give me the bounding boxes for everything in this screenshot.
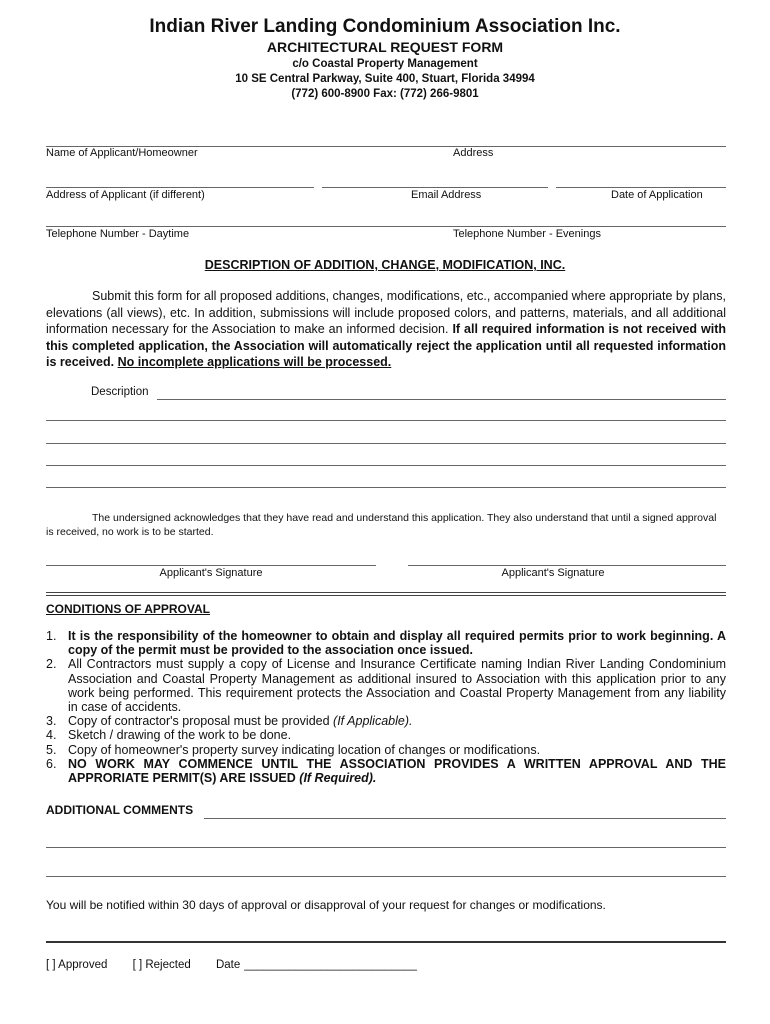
conditions-list bbox=[46, 629, 726, 785]
notification-text: You will be notified within 30 days of approval or disapproval of your request for changes or modifications. bbox=[46, 898, 606, 912]
management-address: 10 SE Central Parkway, Suite 400, Stuart, Florida 34994 bbox=[235, 73, 535, 85]
condition-note: (If Applicable). bbox=[333, 714, 413, 729]
description-line-1[interactable] bbox=[157, 399, 726, 400]
condition-item bbox=[46, 714, 726, 728]
condition-text: It is the responsibility of the homeowner to obtain and display all required permits prior to work beginning. A copy of the permit must be provided to the association once issued. bbox=[68, 629, 726, 658]
telephone-line[interactable] bbox=[46, 226, 726, 227]
acknowledgment bbox=[46, 511, 726, 539]
management-name: c/o Coastal Property Management bbox=[292, 58, 478, 70]
section-divider bbox=[46, 592, 726, 596]
description-line-2[interactable] bbox=[46, 420, 726, 421]
description-label: Description bbox=[91, 386, 149, 398]
condition-number: 4. bbox=[46, 728, 57, 743]
instructions-no-incomplete: No incomplete applications will be processed. bbox=[117, 355, 392, 369]
condition-item bbox=[46, 757, 726, 785]
submission-instructions bbox=[46, 288, 726, 371]
approved-checkbox[interactable]: [ ] Approved bbox=[46, 959, 108, 971]
condition-number: 1. bbox=[46, 629, 57, 643]
signature-label-1: Applicant's Signature bbox=[159, 567, 263, 579]
organization-name: Indian River Landing Condominium Association Inc. bbox=[149, 16, 621, 37]
condition-number: 6. bbox=[46, 756, 57, 771]
approval-decision bbox=[46, 959, 439, 971]
phone-evening-label: Telephone Number - Evenings bbox=[453, 228, 601, 240]
description-heading: DESCRIPTION OF ADDITION, CHANGE, MODIFICATION, INC. bbox=[204, 258, 566, 272]
condition-text: Copy of contractor's proposal must be provided bbox=[68, 714, 334, 729]
condition-item bbox=[46, 743, 726, 757]
condition-item bbox=[46, 629, 726, 657]
decision-date-field[interactable]: ___________________________ bbox=[244, 959, 417, 971]
management-block bbox=[0, 57, 770, 102]
instructions-text: Submit this form for all proposed additions, changes, modifications, etc., accompanied where appropriate by plans, elevations (all views), etc. In addition, submissions will include proposed colors, and patterns, materials, and all additional information necessary for the Association to make an informed decision. bbox=[46, 289, 726, 336]
condition-text: Copy of homeowner's property survey indicating location of changes or modifications. bbox=[68, 742, 541, 757]
office-use-divider bbox=[46, 941, 726, 943]
additional-comments-label: ADDITIONAL COMMENTS bbox=[46, 803, 194, 817]
conditions-heading: CONDITIONS OF APPROVAL bbox=[46, 602, 211, 616]
decision-date-label: Date bbox=[215, 959, 241, 971]
condition-number: 2. bbox=[46, 657, 57, 672]
signature-label-2: Applicant's Signature bbox=[501, 567, 605, 579]
address-label: Address bbox=[453, 147, 494, 159]
applicant-address-label: Address of Applicant (if different) bbox=[46, 189, 205, 201]
phone-daytime-label: Telephone Number - Daytime bbox=[46, 228, 190, 240]
signature-line-2[interactable] bbox=[408, 565, 726, 566]
condition-number: 3. bbox=[46, 714, 57, 729]
rejected-checkbox[interactable]: [ ] Rejected bbox=[132, 959, 191, 971]
comments-line-2[interactable] bbox=[46, 847, 726, 848]
condition-text: Sketch / drawing of the work to be done. bbox=[68, 728, 292, 743]
email-line[interactable] bbox=[322, 187, 548, 188]
comments-line-1[interactable] bbox=[204, 818, 726, 819]
email-label: Email Address bbox=[411, 189, 482, 201]
condition-text: NO WORK MAY COMMENCE UNTIL THE ASSOCIATION PROVIDES A WRITTEN APPROVAL AND THE APPRORIATE PERMIT(S) ARE ISSUED bbox=[68, 756, 726, 786]
condition-item bbox=[46, 657, 726, 714]
description-line-4[interactable] bbox=[46, 465, 726, 466]
condition-text: All Contractors must supply a copy of License and Insurance Certificate naming Indian River Landing Condominium Association and Coastal Property Management as additional insured to Association with this application prior to any work being performed. This requirement protects the Association and Coastal Property Management from any liability in case of accidents. bbox=[68, 657, 726, 715]
applicant-address-line[interactable] bbox=[46, 187, 314, 188]
signature-line-1[interactable] bbox=[46, 565, 376, 566]
name-label: Name of Applicant/Homeowner bbox=[46, 147, 198, 159]
application-date-line[interactable] bbox=[556, 187, 726, 188]
instructions-warning: If all required information is not received with this completed application, the Association will automatically reject the application until all requested information is received. bbox=[46, 322, 727, 369]
condition-note: (If Required). bbox=[299, 771, 377, 786]
description-line-3[interactable] bbox=[46, 443, 726, 444]
form-title: ARCHITECTURAL REQUEST FORM bbox=[266, 39, 504, 55]
condition-number: 5. bbox=[46, 742, 57, 757]
comments-line-3[interactable] bbox=[46, 876, 726, 877]
acknowledgment-text: The undersigned acknowledges that they have read and understand this application. They also understand that until a signed approval is received, no work is to be started. bbox=[46, 512, 717, 538]
management-phones: (772) 600-8900 Fax: (772) 266-9801 bbox=[291, 88, 479, 100]
condition-item bbox=[46, 728, 726, 742]
description-line-5[interactable] bbox=[46, 487, 726, 488]
application-date-label: Date of Application bbox=[611, 189, 703, 201]
